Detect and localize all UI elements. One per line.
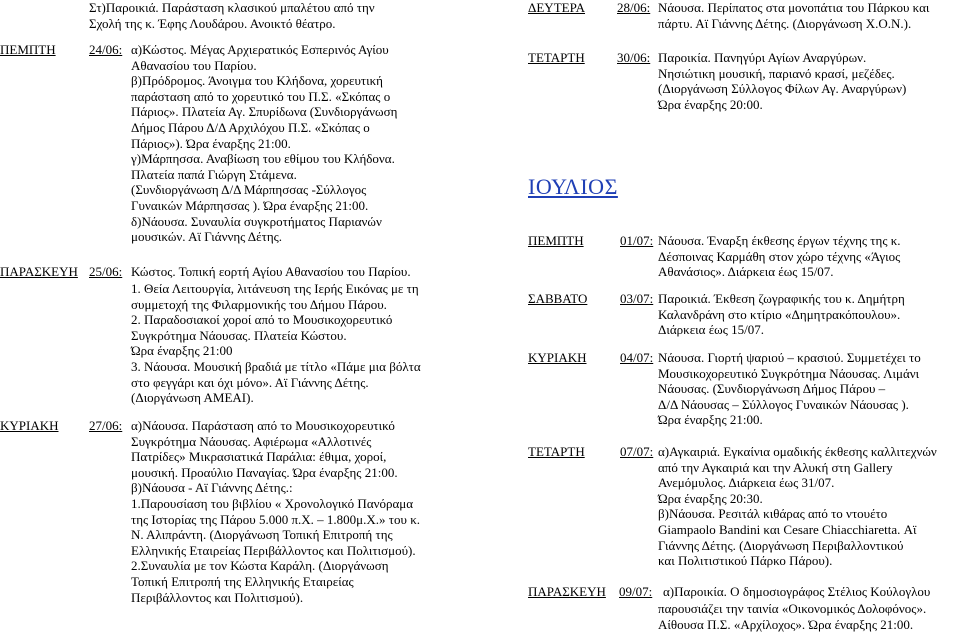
entry-line: συμμετοχή της Φιλαρμονικής του Δήμου Πάρου. — [131, 296, 387, 312]
entry-line: α)Παροικία. Ο δημοσιογράφος Στέλιος Κούλογλου — [663, 584, 931, 599]
entry-line: Ώρα έναρξης 20:30. — [658, 490, 763, 506]
entry-line: πάρτυ. Αϊ Γιάννης Δέτης. (Διοργάνωση Χ.Ο.Ν.). — [658, 15, 912, 31]
date-label: 03/07: — [620, 291, 654, 306]
date-label: 04/07: — [620, 350, 654, 365]
date-label: 30/06: — [617, 50, 651, 65]
date-label: 01/07: — [620, 233, 654, 248]
entry-line: Ώρα έναρξης 21:00 — [131, 343, 233, 359]
day-label: ΠΑΡΑΣΚΕΥΗ — [0, 264, 78, 279]
entry-line: δ)Νάουσα. Συναυλία συγκροτήματος Παριανών — [131, 213, 382, 229]
entry-line: Κώστος. Τοπική εορτή Αγίου Αθανασίου του Παρίου. — [131, 264, 411, 279]
entry-line: Καλανδράνη στο κτίριο «Δημητρακόπουλου». — [658, 306, 901, 322]
entry-line: Πάριος». Πλατεία Αγ. Σπυρίδωνα (Συνδιοργάνωση — [131, 104, 398, 120]
entry-line: Αθανάσιος». Διάρκεια έως 15/07. — [658, 264, 834, 280]
entry-line: Γιάννης Δέτης. (Διοργάνωση Περιβαλλοντικού — [658, 537, 904, 553]
entry-line: Μουσικοχορευτικό Συγκρότημα Νάουσας. Λιμάνι — [658, 365, 920, 381]
entry-line: Συγκρότημα Νάουσας. Πλατεία Κώστου. — [131, 327, 347, 343]
entry-line: Διάρκεια έως 15/07. — [658, 322, 764, 338]
entry-line: Νησιώτικη μουσική, παριανό κρασί, μεζέδες. — [658, 65, 895, 81]
entry-line: από την Αγκαιριά και την Αλυκή στη Gallery — [658, 459, 893, 475]
entry-line: (Συνδιοργάνωση Δ/Δ Μάρπησσας -Σύλλογος — [131, 182, 367, 198]
entry-line: παράσταση από το χορευτικό του Π.Σ. «Σκόπας ο — [131, 88, 391, 104]
day-label: ΠΕΜΠΤΗ — [528, 233, 584, 248]
day-label: ΔΕΥΤΕΡΑ — [528, 0, 586, 15]
entry-line: στο φεγγάρι και όχι μόνο». Αϊ Γιάννης Δέτης. — [131, 374, 369, 390]
date-label: 27/06: — [89, 418, 123, 433]
entry-line: Ώρα έναρξης 21:00. — [658, 412, 763, 428]
entry-line: β)Πρόδρομος. Άνοιγμα του Κλήδονα, χορευτική — [131, 73, 383, 89]
entry-line: β)Νάουσα - Αϊ Γιάννης Δέτης.: — [131, 480, 293, 496]
entry-line: Νάουσα. Γιορτή ψαριού – κρασιού. Συμμετέχει το — [658, 350, 921, 365]
entry-line: α)Κώστος. Μέγας Αρχιερατικός Εσπερινός Αγίου — [131, 42, 389, 57]
day-label: ΤΕΤΑΡΤΗ — [528, 444, 585, 459]
entry-line: Γυναικών Μάρπησσας ). Ώρα έναρξης 21:00. — [131, 197, 369, 213]
entry-line: της Ιστορίας της Πάρου 5.000 π.Χ. – 1.800μ.Χ.» του κ. — [131, 511, 420, 527]
entry-line: Νάουσα. Έναρξη έκθεσης έργων τέχνης της κ. — [658, 233, 901, 248]
entry-line: Δήμος Πάρου Δ/Δ Αρχιλόχου Π.Σ. «Σκόπας ο — [131, 119, 370, 135]
entry-line: γ)Μάρπησσα. Αναβίωση του εθίμου του Κλήδονα. — [131, 151, 395, 167]
entry-line: Πατρίδες» Μικρασιατικά Παράλια: έθιμα, χοροί, — [131, 449, 387, 465]
entry-line: Νάουσας. (Συνδιοργάνωση Δήμος Πάρου – — [658, 381, 886, 397]
entry-line: Ανεμόμυλος. Διάρκεια έως 31/07. — [658, 475, 835, 491]
date-label: 24/06: — [89, 42, 123, 57]
entry-line: Παροικία. Πανηγύρι Αγίων Αναργύρων. — [658, 50, 867, 65]
entry-line: Ώρα έναρξης 20:00. — [658, 96, 763, 112]
entry-line: α)Αγκαιριά. Εγκαίνια ομαδικής έκθεσης καλλιτεχνών — [658, 444, 937, 459]
entry-line: Στ)Παροικιά. Παράσταση κλασικού μπαλέτου από την — [89, 0, 375, 15]
date-label: 28/06: — [617, 0, 651, 15]
entry-line: Πάριος»). Ώρα έναρξης 21:00. — [131, 135, 291, 151]
date-label: 25/06: — [89, 264, 123, 279]
entry-line: α)Νάουσα. Παράσταση από το Μουσικοχορευτικό — [131, 418, 395, 433]
entry-line: Αίθουσα Π.Σ. «Αρχίλοχος». Ώρα έναρξης 21:00. — [658, 616, 914, 632]
entry-line: (Διοργάνωση ΑΜΕΑΙ). — [131, 390, 254, 406]
entry-line: Πλατεία παπά Γιώργη Στάμενα. — [131, 166, 297, 182]
day-label: ΚΥΡΙΑΚΗ — [0, 418, 59, 433]
entry-line: Ν. Αλιπράντη. (Διοργάνωση Τοπική Επιτροπή της — [131, 527, 393, 543]
entry-line: μουσικών. Αϊ Γιάννης Δέτης. — [131, 229, 283, 245]
entry-line: 2.Συναυλία με τον Κώστα Καράλη. (Διοργάνωση — [131, 558, 389, 574]
entry-line: Δέσποινας Καρμάθη στον χώρο τέχνης «Άγιος — [658, 248, 901, 264]
entry-line: 1.Παρουσίαση του βιβλίου « Χρονολογικό Πανόραμα — [131, 495, 414, 511]
entry-line: Τοπική Επιτροπή της Ελληνικής Εταιρείας — [131, 573, 354, 589]
entry-line: 2. Παραδοσιακοί χοροί από το Μουσικοχορευτικό — [131, 312, 393, 328]
entry-line: Δ/Δ Νάουσας – Σύλλογος Γυναικών Νάουσας ). — [658, 396, 909, 412]
entry-line: παρουσιάζει την ταινία «Οικονομικός Δολοφόνος». — [658, 601, 927, 616]
date-label: 07/07: — [620, 444, 654, 459]
entry-line: 1. Θεία Λειτουργία, λιτάνευση της Ιερής Εικόνας με τη — [131, 281, 419, 296]
month-heading: ΙΟΥΛΙΟΣ — [528, 174, 618, 199]
entry-line: και Πολιτιστικού Πάρκο Πάρου). — [658, 553, 833, 569]
day-label: ΤΕΤΑΡΤΗ — [528, 50, 585, 65]
day-label: ΠΑΡΑΣΚΕΥΗ — [528, 584, 606, 599]
entry-line: μουσική. Προαύλιο Παναγίας. Ώρα έναρξης 21:00. — [131, 464, 398, 480]
day-label: ΚΥΡΙΑΚΗ — [528, 350, 587, 365]
entry-line: Νάουσα. Περίπατος στα μονοπάτια του Πάρκου και — [658, 0, 930, 15]
day-label: ΣΑΒΒΑΤΟ — [528, 291, 588, 306]
entry-line: β)Νάουσα. Ρεσιτάλ κιθάρας από το ντουέτο — [658, 506, 888, 522]
entry-line: Giampaolo Bandini και Cesare Chiacchiaretta. Αϊ — [658, 521, 917, 537]
entry-line: 3. Νάουσα. Μουσική βραδιά με τίτλο «Πάμε μια βόλτα — [131, 358, 421, 374]
entry-line: Παροικιά. Έκθεση ζωγραφικής του κ. Δημήτρη — [658, 291, 905, 306]
date-label: 09/07: — [619, 584, 653, 599]
entry-line: Περιβάλλοντος και Πολιτισμού). — [131, 589, 304, 605]
day-label: ΠΕΜΠΤΗ — [0, 42, 56, 57]
entry-line: (Διοργάνωση Σύλλογος Φίλων Αγ. Αναργύρων) — [658, 81, 907, 97]
entry-line: Συγκρότημα Νάουσας. Αφιέρωμα «Αλλοτινές — [131, 433, 372, 449]
entry-line: Ελληνικής Εταιρείας Περιβάλλοντος και Πολιτισμού). — [131, 542, 416, 558]
entry-line: Σχολή της κ. Έφης Λουδάρου. Ανοικτό θέατρο. — [89, 15, 336, 31]
entry-line: Αθανασίου του Παρίου. — [131, 57, 257, 73]
